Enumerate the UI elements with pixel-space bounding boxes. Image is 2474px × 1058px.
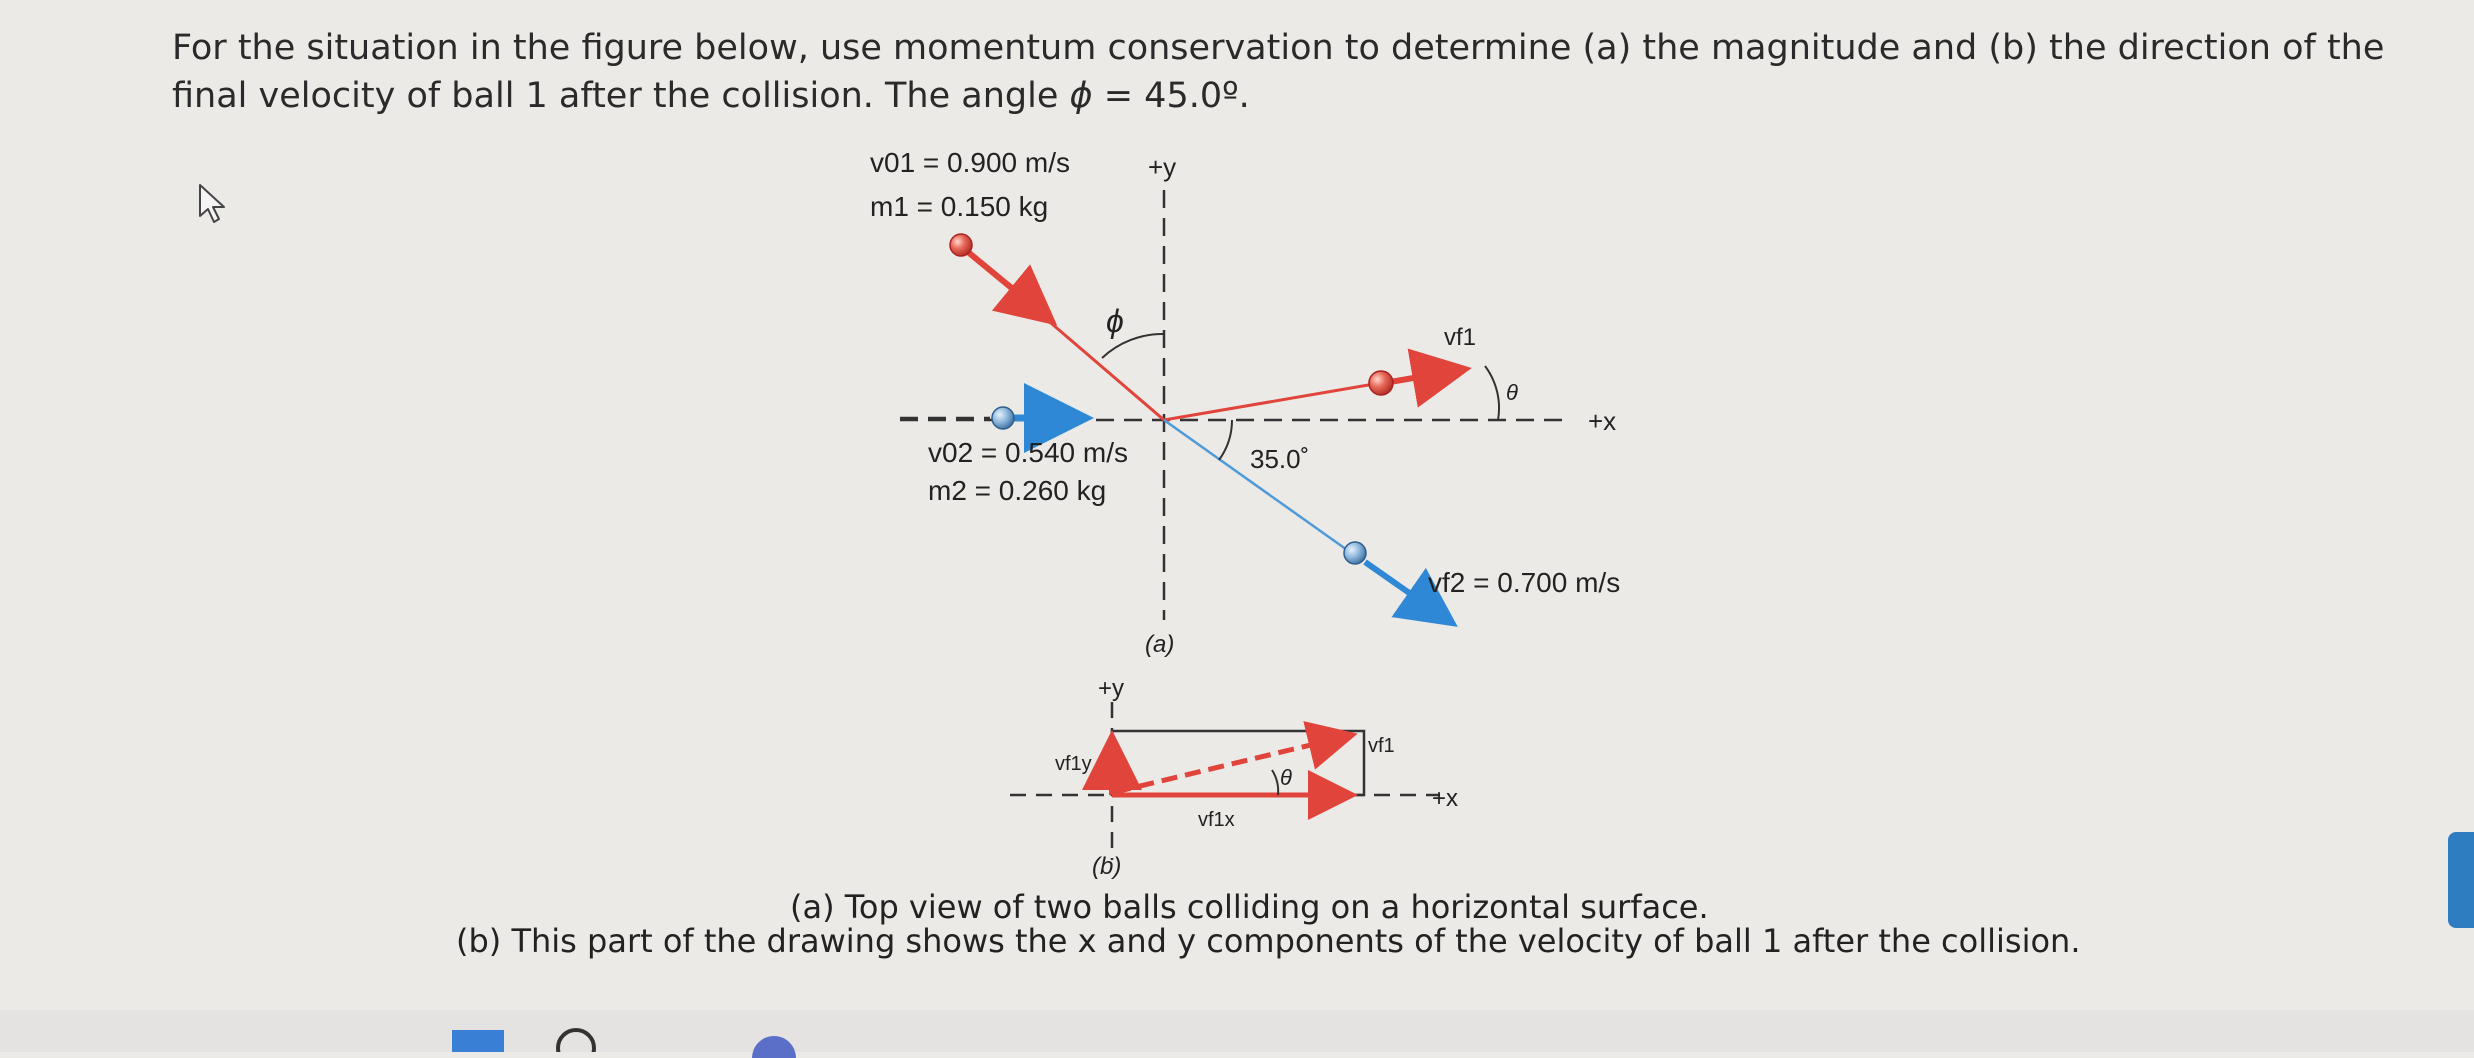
part-b-tag: (b) [1988, 28, 2038, 68]
caption-a: (a) Top view of two balls colliding on a horizontal surface. [790, 888, 1709, 926]
vf1y-label: vf1y [1055, 753, 1092, 775]
m1-label: m1 = 0.150 kg [870, 191, 1049, 222]
question-intro: For the situation in the figure below, use momentum conservation to determine [172, 28, 1583, 68]
vf1-diagonal-arrow [1115, 736, 1348, 792]
angle-35-label: 35.0˚ [1250, 444, 1310, 474]
plus-y-label-a: +y [1148, 152, 1177, 182]
vf1-label-b: vf1 [1368, 735, 1395, 757]
phi-label: ϕ [1106, 303, 1124, 339]
plus-x-label-b: +x [1432, 785, 1459, 812]
m2-label: m2 = 0.260 kg [928, 475, 1107, 506]
plus-x-label-a: +x [1588, 406, 1617, 436]
theta-label-a: θ [1506, 380, 1518, 405]
caption-b: (b) This part of the drawing shows the x and y components of the velocity of ball 1 after the collision. [456, 922, 2081, 960]
vf2-label: vf2 = 0.700 m/s [1428, 567, 1621, 598]
angle-value: = 45.0º. [1092, 76, 1250, 116]
vf1-label-a: vf1 [1444, 324, 1477, 351]
v02-label: v02 = 0.540 m/s [928, 437, 1129, 468]
ball1-outgoing-line [1164, 383, 1380, 420]
vf1x-label: vf1x [1198, 809, 1235, 831]
ball2-outgoing-line [1164, 420, 1350, 552]
v01-label: v01 = 0.900 m/s [870, 147, 1071, 178]
ball1-final [1369, 371, 1393, 395]
part-a-tag: (a) [1582, 28, 1632, 68]
ball1-outgoing-arrow [1390, 370, 1460, 382]
theta-label-b: θ [1280, 765, 1292, 790]
plus-y-label-b: +y [1098, 675, 1125, 702]
part-b-text: the direction of the final velocity of ball 1 after the collision. The angle [172, 28, 2385, 116]
ball1-incoming-arrow [968, 252, 1048, 318]
theta-arc-b [1272, 770, 1278, 795]
part-b-label: (b) [1092, 853, 1122, 880]
part-a-label: (a) [1145, 631, 1175, 658]
phi-symbol: ϕ [1069, 76, 1093, 116]
taskbar-app-icon[interactable] [752, 1036, 796, 1058]
ball2-initial [992, 407, 1014, 429]
side-panel-tab[interactable] [2448, 832, 2474, 928]
part-a-text: the magnitude and [1631, 28, 1989, 68]
taskbar [0, 1010, 2474, 1052]
theta-arc-a [1485, 366, 1499, 420]
ball2-final [1344, 542, 1366, 564]
ball1-initial [950, 234, 972, 256]
taskbar-windows-icon[interactable] [452, 1030, 504, 1052]
angle-35-arc [1219, 420, 1232, 460]
taskbar-search-icon[interactable] [552, 1022, 600, 1052]
